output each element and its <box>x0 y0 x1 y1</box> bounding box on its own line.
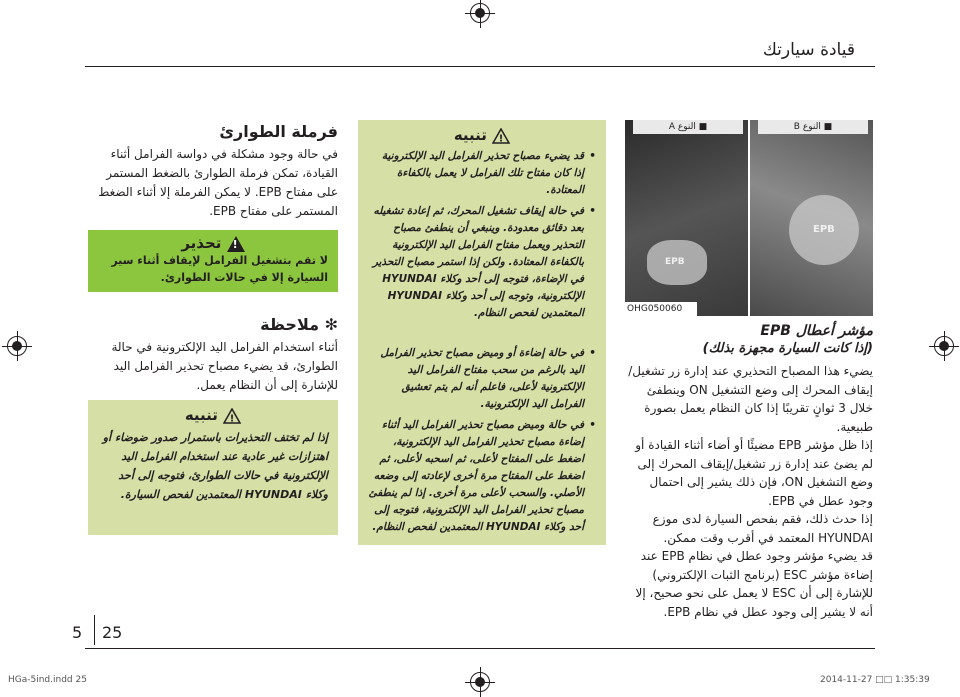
warning-header <box>98 234 328 252</box>
caution-1-title: تنبيه <box>453 126 487 144</box>
warning-title: تحذير <box>181 234 222 252</box>
caution-2-title: تنبيه <box>184 406 218 424</box>
note-title: ملاحظة <box>260 315 320 334</box>
caution-1-item: • في حالة إضاءة أو وميض مصباح تحذير الفرامل اليد بالرغم من سحب مفتاح الفرامل اليد الإلكترونية لأعلى، فاعلم أنه لم يتم تعشيق الفرامل اليد الإلكترونية. <box>368 345 596 413</box>
epb-fault-heading: مؤشر أعطال EPB <box>760 323 873 339</box>
note-section <box>88 315 338 395</box>
warning-triangle-icon <box>227 236 245 252</box>
epb-lamp-a-text: EPB <box>665 257 685 267</box>
page-header-title: قيادة سيارتك <box>762 40 855 60</box>
page-number-left: 5 <box>72 623 83 642</box>
caution-1-item: • في حالة وميض مصباح تحذير الفرامل اليد أثناء إضاءة مصباح تحذير الفرامل اليد الإلكترونية، اضغط على المفتاح لأعلى، ثم اسحبه لأعلى، ثم اضغط على المفتاح مرة أخرى لإعادته إلى وضعه الأصلي. والسحب لأعلى مرة أخرى. إذا لم ينطفئ مصباح تحذير الفرامل اليد الإلكترونية، فتوجه إلى أحد وكلاء HYUNDAI المعتمدين لفحص النظام. <box>368 417 596 536</box>
caution-1-header <box>368 126 596 144</box>
caution-1-list-cont <box>368 345 596 536</box>
warning-text: لا تقم بتشغيل الفرامل لإيقاف أثناء سير السيارة إلا في حالات الطوارئ. <box>111 254 328 284</box>
registration-mark-bottom <box>470 672 490 692</box>
caution-2-header <box>98 406 328 424</box>
page-number-right: 25 <box>102 623 123 642</box>
footer-rule <box>85 648 875 649</box>
svg-text:!: ! <box>229 413 235 424</box>
dashboard-photo <box>625 120 873 316</box>
registration-mark-top <box>470 3 490 23</box>
note-text: أثناء استخدام الفرامل اليد الإلكترونية في حالة الطوارئ، قد يضيء مصباح تحذير الفرامل اليد للإشارة إلى أن النظام يعمل. <box>111 340 338 392</box>
epb-fault-section <box>625 322 873 621</box>
caution-1-item: • في حالة إيقاف تشغيل المحرك، ثم إعادة تشغيله بعد دقائق معدودة. وينبغي أن ينطفئ مصباح التحذير ويعمل مفتاح الفرامل اليد الإلكترونية بالكفاءة المعتادة. ولكن إذا استمر مصباح التحذير في الإضاءة، فتوجه إلى أحد وكلاء HYUNDAI الإلكترونية، وتوجه إلى أحد وكلاء HYUNDAI المعتمدين لفحص النظام. <box>368 203 596 322</box>
header-rule <box>85 66 875 67</box>
photo-code: OHG050060 <box>625 302 697 316</box>
caution-box-2 <box>88 400 338 535</box>
svg-text:!: ! <box>498 133 504 144</box>
epb-fault-subheading: (إذا كانت السيارة مجهزة بذلك) <box>702 341 873 356</box>
caution-triangle-icon <box>492 128 510 144</box>
emergency-braking-para: في حالة وجود مشكلة في دواسة الفرامل أثناء القيادة، تمكن فرملة الطوارئ بالضغط المستمر على مفتاح EPB. لا يمكن الفرملة إلا أثناء الضغط المستمر على مفتاح EPB. <box>98 147 338 218</box>
warning-box <box>88 230 338 292</box>
epb-lamp-b-text: EPB <box>813 224 835 235</box>
note-header <box>88 315 338 334</box>
epb-fault-para-3: إذا حدث ذلك، فقم بفحص السيارة لدى موزع HYUNDAI المعتمد في أقرب وقت ممكن. <box>652 512 873 545</box>
registration-mark-left <box>7 336 27 356</box>
photo-panel-a <box>625 120 749 316</box>
photo-divider <box>748 120 750 316</box>
page-number-divider <box>94 615 95 645</box>
caution-triangle-icon <box>223 408 241 424</box>
registration-mark-right <box>934 336 954 356</box>
epb-fault-para-2: إذا ظل مؤشر EPB مضيئًا أو أضاء أثناء القيادة أو لم يضئ عند إدارة زر تشغيل/إيقاف المحرك إلى وضع التشغيل ON، فإن ذلك يشير إلى احتمال وجود عطل في EPB. <box>635 438 873 508</box>
note-asterisk-icon: ✻ <box>324 315 338 334</box>
photo-label-b: ■ النوع B <box>758 120 868 134</box>
caution-1-list <box>368 148 596 322</box>
footer-datetime: 2014-11-27 □□ 1:35:39 <box>820 675 930 685</box>
emergency-braking-section <box>88 122 338 221</box>
caution-1-item: • قد يضيء مصباح تحذير الفرامل اليد الإلكترونية إذا كان مفتاح تلك الفرامل لا يعمل بالكفاءة المعتادة. <box>368 148 596 199</box>
emergency-braking-heading: فرملة الطوارئ <box>219 122 338 141</box>
caution-box-1 <box>358 120 606 345</box>
caution-box-1-cont <box>358 345 606 545</box>
epb-fault-para-1: يضيء هذا المصباح التحذيري عند إدارة زر تشغيل/ إيقاف المحرك إلى وضع التشغيل ON وينطفئ خلال 3 ثوانٍ تقريبًا إذا كان النظام يعمل بصورة طبيعية. <box>628 364 873 434</box>
caution-2-text: إذا لم تختف التحذيرات باستمرار صدور ضوضاء أو اهتزازات غير عادية عند استخدام الفرامل اليد الإلكترونية في حالات الطوارئ، فتوجه إلى أحد وكلاء HYUNDAI المعتمدين لفحص السيارة. <box>102 431 328 501</box>
photo-label-a: ■ النوع A <box>633 120 743 134</box>
footer-file: HGa-5ind.indd 25 <box>8 675 87 685</box>
photo-panel-b <box>749 120 873 316</box>
epb-fault-para-4: قد يضيء مؤشر وجود عطل في نظام EPB عند إضاءة مؤشر ESC (برنامج الثبات الإلكتروني) للإشارة إلى أن ESC لا يعمل على نحو صحيح، إلا أنه لا يشير إلى وجود عطل في نظام EPB. <box>635 549 873 619</box>
